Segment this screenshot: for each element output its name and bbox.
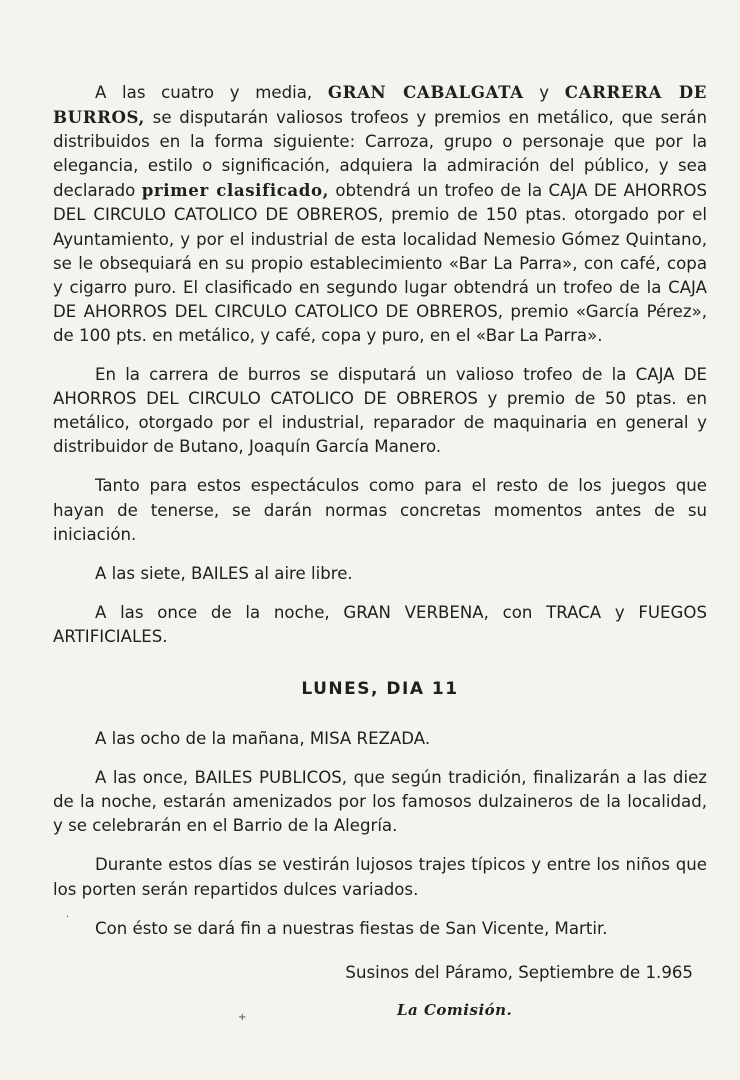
day-heading: LUNES, DIA 11	[301, 678, 459, 699]
paragraph	[53, 363, 707, 459]
paragraph-text: Durante estos días se vestirán lujosos trajes típicos y entre los niños que los porten serán repartidos dulces variados.	[53, 855, 707, 899]
paragraph-text: A las ocho de la mañana, MISA REZADA.	[95, 729, 431, 749]
paragraph-text: A las once, BAILES PUBLICOS, que según tradición, finalizarán a las diez de la noche, estarán amenizados por los famosos dulzaineros de la localidad, y se celebrarán en el Barrio de la Alegría.	[53, 768, 707, 836]
body-text	[53, 80, 707, 985]
paragraph-text: En la carrera de burros se disputará un valioso trofeo de la CAJA DE AHORROS DEL CIRCULO CATOLICO DE OBREROS y premio de 50 ptas. en metálico, otorgado por el industrial, reparador de maquinaria en general y distribuidor de Butano, Joaquín García Manero.	[53, 365, 707, 457]
emphasis-text: GRAN CABALGATA	[327, 82, 524, 102]
place-date-line: Susinos del Páramo, Septiembre de 1.965	[345, 962, 693, 982]
program-section-sunday	[53, 80, 707, 649]
paragraph-text: y	[523, 83, 565, 102]
emphasis-text: CARRERA DE BURROS,	[53, 82, 707, 128]
paragraph	[53, 474, 707, 546]
paragraph	[53, 727, 707, 751]
program-section-monday	[53, 727, 707, 941]
emphasis-text: primer clasificado,	[141, 180, 330, 201]
signature: La Comisión.	[397, 1001, 513, 1019]
paragraph-text: Tanto para estos espectáculos como para el resto de los juegos que hayan de tenerse, se darán normas concretas momentos antes de su iniciación.	[53, 476, 707, 544]
paragraph	[53, 601, 707, 649]
paragraph	[53, 917, 707, 941]
paper-speck: ·	[66, 912, 70, 923]
paragraph-text: obtendrá un trofeo de la CAJA DE AHORROS DEL CIRCULO CATOLICO DE OBREROS, premio de 150 ptas. otorgado por el Ayuntamiento, y por el industrial de esta localidad Nemesio Gómez Quintano, se le obsequiará en su propio establecimiento «Bar La Parra», con café, copa y cigarro puro. El clasificado en segundo lugar obtendrá un trofeo de la CAJA DE AHORROS DEL CIRCULO CATOLICO DE OBREROS, premio «García Pérez», de 100 pts. en metálico, y café, copa y puro, en el «Bar La Parra».	[53, 181, 707, 345]
paragraph-text: A las cuatro y media,	[95, 83, 328, 102]
paragraph	[53, 766, 707, 838]
paragraph	[53, 80, 707, 348]
paragraph-text: A las once de la noche, GRAN VERBENA, con TRACA y FUEGOS ARTIFICIALES.	[53, 602, 707, 646]
paragraph	[53, 853, 707, 901]
paper-speck: +	[238, 1012, 247, 1023]
paragraph-text: A las siete, BAILES al aire libre.	[95, 563, 353, 583]
paragraph	[53, 562, 707, 586]
paragraph-text: se disputarán valiosos trofeos y premios en metálico, que serán distribuidos en la forma siguiente: Carroza, grupo o personaje que por la elegancia, estilo o significación, adquiera la admiración del público, y sea declarado	[53, 108, 707, 201]
paragraph-text: Con ésto se dará fin a nuestras fiestas de San Vicente, Martir.	[95, 918, 608, 938]
